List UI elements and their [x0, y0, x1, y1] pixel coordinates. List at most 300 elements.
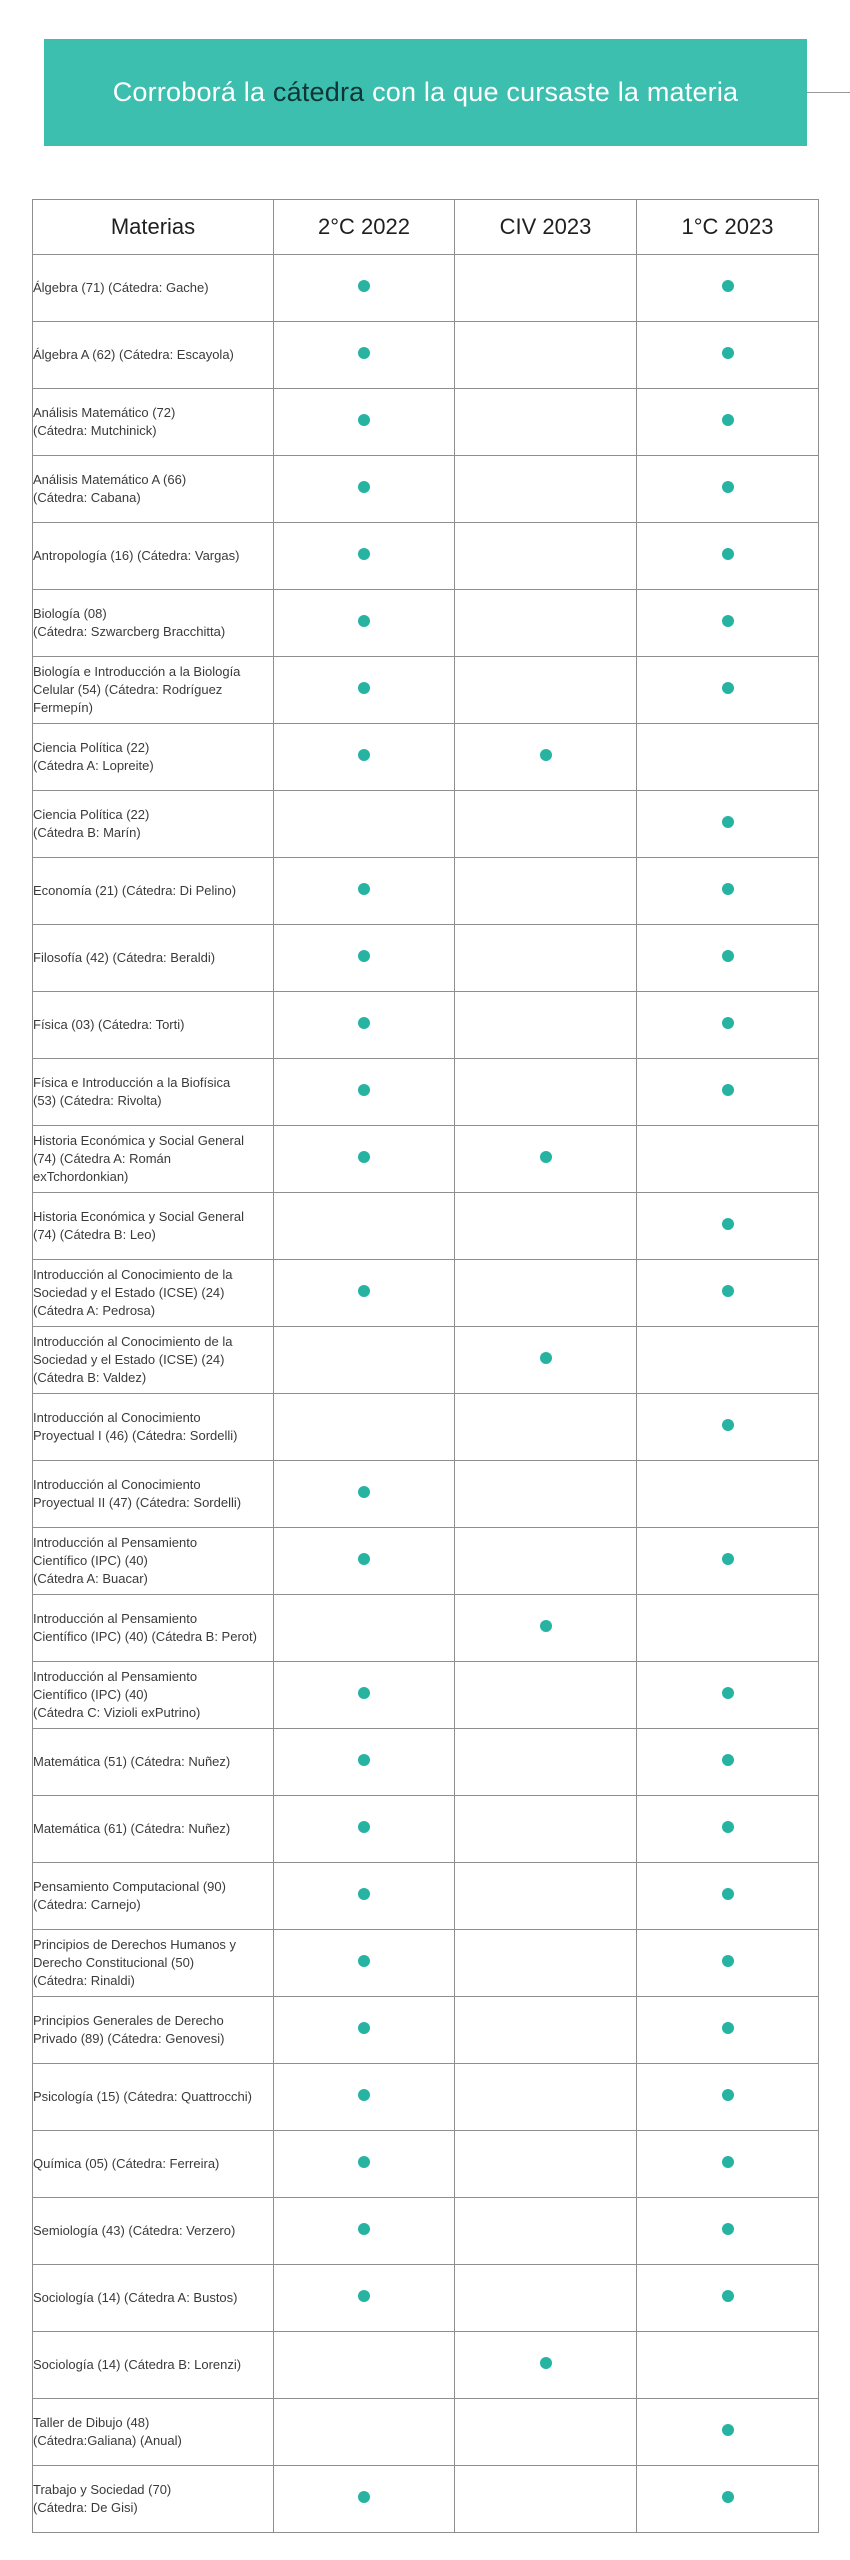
table-row [33, 1394, 819, 1461]
term-2-cell [455, 1863, 637, 1930]
term-3-cell [637, 2466, 819, 2533]
term-1-cell [274, 791, 455, 858]
term-3-cell [637, 791, 819, 858]
subject-line: Trabajo y Sociedad (70) [33, 2482, 172, 2497]
term-1-cell [274, 389, 455, 456]
subject-line: Pensamiento Computacional (90) [33, 1879, 226, 1894]
table-header-row [33, 200, 819, 255]
term-1-cell [274, 1059, 455, 1126]
table-row [33, 1997, 819, 2064]
subject-cell [33, 523, 274, 590]
subject-line: (Cátedra C: Vizioli exPutrino) [33, 1705, 201, 1720]
term-3-cell [637, 657, 819, 724]
term-1-cell [274, 2064, 455, 2131]
availability-dot-icon [358, 2223, 370, 2235]
term-3-cell [637, 255, 819, 322]
term-3-cell [637, 1997, 819, 2064]
availability-dot-icon [722, 682, 734, 694]
term-2-cell [455, 1327, 637, 1394]
availability-dot-icon [358, 2156, 370, 2168]
term-3-cell [637, 2064, 819, 2131]
term-3-cell [637, 1729, 819, 1796]
banner-title [113, 77, 739, 108]
subject-cell [33, 2265, 274, 2332]
subject-cell [33, 255, 274, 322]
subject-line: (Cátedra B: Marín) [33, 825, 141, 840]
term-3-cell [637, 1394, 819, 1461]
table-row [33, 322, 819, 389]
availability-dot-icon [358, 682, 370, 694]
availability-dot-icon [358, 2491, 370, 2503]
availability-dot-icon [358, 1955, 370, 1967]
term-2-cell [455, 858, 637, 925]
table-row [33, 1461, 819, 1528]
term-2-cell [455, 1662, 637, 1729]
table-row [33, 1729, 819, 1796]
subject-line: (Cátedra A: Lopreite) [33, 758, 154, 773]
term-1-cell [274, 1461, 455, 1528]
availability-dot-icon [358, 1888, 370, 1900]
term-2-cell [455, 2332, 637, 2399]
availability-dot-icon [722, 1419, 734, 1431]
availability-dot-icon [722, 280, 734, 292]
availability-dot-icon [358, 1084, 370, 1096]
term-3-cell [637, 1528, 819, 1595]
term-2-cell [455, 1260, 637, 1327]
subject-cell [33, 1193, 274, 1260]
term-2-cell [455, 1528, 637, 1595]
availability-dot-icon [358, 2089, 370, 2101]
term-1-cell [274, 1997, 455, 2064]
table-row [33, 523, 819, 590]
subject-line: Principios de Derechos Humanos y [33, 1937, 237, 1952]
subject-line: (Cátedra: De Gisi) [33, 2500, 138, 2515]
table-row [33, 1595, 819, 1662]
availability-dot-icon [722, 347, 734, 359]
term-3-cell [637, 1796, 819, 1863]
availability-dot-icon [722, 481, 734, 493]
availability-dot-icon [358, 2022, 370, 2034]
subject-line: Introducción al Conocimiento de la [33, 1267, 233, 1282]
availability-dot-icon [358, 615, 370, 627]
subject-line: Biología (08) [33, 606, 107, 621]
term-3-cell [637, 523, 819, 590]
term-2-cell [455, 1193, 637, 1260]
column-header-term-2: CIV 2023 [455, 200, 637, 255]
availability-dot-icon [358, 548, 370, 560]
table-row [33, 1327, 819, 1394]
term-2-cell [455, 2466, 637, 2533]
term-3-cell [637, 1595, 819, 1662]
term-1-cell [274, 2399, 455, 2466]
subject-line: Introducción al Pensamiento [33, 1669, 198, 1684]
term-1-cell [274, 1260, 455, 1327]
table-row [33, 724, 819, 791]
term-3-cell [637, 1930, 819, 1997]
subject-cell [33, 456, 274, 523]
table-row [33, 1863, 819, 1930]
table-row [33, 389, 819, 456]
table-row [33, 2198, 819, 2265]
term-1-cell [274, 1528, 455, 1595]
term-3-cell [637, 2131, 819, 2198]
subject-cell [33, 1595, 274, 1662]
availability-dot-icon [722, 2022, 734, 2034]
title-banner [44, 39, 807, 146]
subject-cell [33, 1863, 274, 1930]
term-2-cell [455, 724, 637, 791]
subject-line: Historia Económica y Social General [33, 1133, 244, 1148]
term-3-cell [637, 1260, 819, 1327]
subject-line: (Cátedra:Galiana) (Anual) [33, 2433, 182, 2448]
table-row [33, 992, 819, 1059]
availability-dot-icon [722, 2089, 734, 2101]
subject-line: Proyectual I (46) (Cátedra: Sordelli) [33, 1428, 238, 1443]
table-row [33, 2399, 819, 2466]
subject-line: (Cátedra: Mutchinick) [33, 423, 157, 438]
term-1-cell [274, 657, 455, 724]
subject-line: Antropología (16) (Cátedra: Vargas) [33, 548, 240, 563]
term-2-cell [455, 590, 637, 657]
term-1-cell [274, 1796, 455, 1863]
subject-line: Taller de Dibujo (48) [33, 2415, 150, 2430]
term-1-cell [274, 456, 455, 523]
subject-cell [33, 322, 274, 389]
subject-line: Economía (21) (Cátedra: Di Pelino) [33, 883, 237, 898]
availability-dot-icon [358, 950, 370, 962]
table-row [33, 456, 819, 523]
term-3-cell [637, 724, 819, 791]
term-3-cell [637, 590, 819, 657]
availability-dot-icon [540, 1151, 552, 1163]
term-1-cell [274, 1863, 455, 1930]
term-2-cell [455, 456, 637, 523]
subject-line: (Cátedra A: Buacar) [33, 1571, 148, 1586]
table-row [33, 1930, 819, 1997]
term-1-cell [274, 925, 455, 992]
subject-line: Ciencia Política (22) [33, 807, 150, 822]
term-3-cell [637, 1461, 819, 1528]
subject-cell [33, 724, 274, 791]
table-row [33, 1059, 819, 1126]
subject-line: Principios Generales de Derecho [33, 2013, 224, 2028]
term-2-cell [455, 1930, 637, 1997]
subject-cell [33, 1059, 274, 1126]
decorative-line [807, 92, 850, 93]
subject-line: (Cátedra: Rinaldi) [33, 1973, 135, 1988]
availability-dot-icon [722, 615, 734, 627]
subject-line: exTchordonkian) [33, 1169, 129, 1184]
subject-line: Derecho Constitucional (50) [33, 1955, 195, 1970]
term-2-cell [455, 1796, 637, 1863]
term-2-cell [455, 1997, 637, 2064]
subject-line: (Cátedra A: Pedrosa) [33, 1303, 156, 1318]
table-row [33, 1193, 819, 1260]
availability-dot-icon [540, 2357, 552, 2369]
subject-line: Historia Económica y Social General [33, 1209, 244, 1224]
availability-dot-icon [358, 1486, 370, 1498]
term-3-cell [637, 2399, 819, 2466]
subject-line: Análisis Matemático (72) [33, 405, 176, 420]
term-2-cell [455, 791, 637, 858]
availability-dot-icon [358, 1687, 370, 1699]
term-3-cell [637, 2265, 819, 2332]
availability-dot-icon [358, 414, 370, 426]
subject-cell [33, 2198, 274, 2265]
availability-dot-icon [358, 481, 370, 493]
subject-line: Álgebra (71) (Cátedra: Gache) [33, 280, 209, 295]
subject-cell [33, 657, 274, 724]
term-2-cell [455, 2131, 637, 2198]
availability-dot-icon [358, 749, 370, 761]
term-2-cell [455, 925, 637, 992]
term-1-cell [274, 590, 455, 657]
subject-cell [33, 1461, 274, 1528]
subject-line: Matemática (61) (Cátedra: Nuñez) [33, 1821, 231, 1836]
availability-dot-icon [722, 1821, 734, 1833]
subject-cell [33, 2064, 274, 2131]
term-1-cell [274, 2131, 455, 2198]
term-3-cell [637, 389, 819, 456]
subject-line: Científico (IPC) (40) (Cátedra B: Perot) [33, 1629, 257, 1644]
subject-line: Sociedad y el Estado (ICSE) (24) [33, 1285, 225, 1300]
subject-line: (74) (Cátedra A: Román [33, 1151, 172, 1166]
term-2-cell [455, 2198, 637, 2265]
subject-line: (Cátedra: Cabana) [33, 490, 141, 505]
term-1-cell [274, 1729, 455, 1796]
subject-line: Fermepín) [33, 700, 93, 715]
term-2-cell [455, 1595, 637, 1662]
subject-line: Proyectual II (47) (Cátedra: Sordelli) [33, 1495, 242, 1510]
table-row [33, 2265, 819, 2332]
term-1-cell [274, 2466, 455, 2533]
subject-cell [33, 1327, 274, 1394]
subject-cell [33, 1729, 274, 1796]
subject-cell [33, 2131, 274, 2198]
term-3-cell [637, 456, 819, 523]
term-2-cell [455, 657, 637, 724]
term-3-cell [637, 1863, 819, 1930]
term-1-cell [274, 2265, 455, 2332]
subject-line: (Cátedra B: Valdez) [33, 1370, 147, 1385]
availability-dot-icon [722, 1955, 734, 1967]
subject-cell [33, 1997, 274, 2064]
subject-cell [33, 590, 274, 657]
availability-dot-icon [722, 883, 734, 895]
table-row [33, 2466, 819, 2533]
banner-title-end: con la que cursaste la materia [364, 77, 739, 107]
term-3-cell [637, 925, 819, 992]
banner-title-start: Corroborá la [112, 77, 273, 107]
term-1-cell [274, 1126, 455, 1193]
subject-line: Introducción al Conocimiento [33, 1410, 201, 1425]
subject-cell [33, 1930, 274, 1997]
term-1-cell [274, 322, 455, 389]
subject-cell [33, 992, 274, 1059]
subject-cell [33, 1126, 274, 1193]
term-1-cell [274, 2332, 455, 2399]
term-1-cell [274, 1930, 455, 1997]
subject-cell [33, 2399, 274, 2466]
availability-dot-icon [358, 1285, 370, 1297]
availability-dot-icon [722, 1888, 734, 1900]
subject-cell [33, 2332, 274, 2399]
term-1-cell [274, 858, 455, 925]
subject-line: Celular (54) (Cátedra: Rodríguez [33, 682, 223, 697]
table-row [33, 590, 819, 657]
availability-dot-icon [722, 2223, 734, 2235]
term-2-cell [455, 2265, 637, 2332]
availability-dot-icon [722, 1084, 734, 1096]
term-3-cell [637, 1662, 819, 1729]
subject-line: Química (05) (Cátedra: Ferreira) [33, 2156, 220, 2171]
subject-cell [33, 1528, 274, 1595]
availability-table [32, 199, 819, 2533]
term-3-cell [637, 2198, 819, 2265]
availability-dot-icon [358, 347, 370, 359]
subject-line: Sociología (14) (Cátedra A: Bustos) [33, 2290, 238, 2305]
availability-dot-icon [540, 749, 552, 761]
table-row [33, 1260, 819, 1327]
availability-dot-icon [358, 1553, 370, 1565]
availability-dot-icon [722, 1218, 734, 1230]
table-row [33, 1528, 819, 1595]
subject-line: Análisis Matemático A (66) [33, 472, 187, 487]
subject-line: Física (03) (Cátedra: Torti) [33, 1017, 185, 1032]
term-1-cell [274, 523, 455, 590]
term-3-cell [637, 1059, 819, 1126]
subject-cell [33, 791, 274, 858]
availability-dot-icon [540, 1352, 552, 1364]
subject-line: Matemática (51) (Cátedra: Nuñez) [33, 1754, 231, 1769]
availability-dot-icon [358, 1821, 370, 1833]
availability-dot-icon [358, 1151, 370, 1163]
term-1-cell [274, 724, 455, 791]
subject-line: (53) (Cátedra: Rivolta) [33, 1093, 162, 1108]
banner-title-highlight: cátedra [272, 77, 365, 107]
subject-line: Sociedad y el Estado (ICSE) (24) [33, 1352, 225, 1367]
availability-dot-icon [722, 1285, 734, 1297]
availability-dot-icon [722, 2290, 734, 2302]
availability-dot-icon [358, 1754, 370, 1766]
column-header-term-1: 2°C 2022 [274, 200, 455, 255]
term-3-cell [637, 322, 819, 389]
subject-line: Sociología (14) (Cátedra B: Lorenzi) [33, 2357, 242, 2372]
table-row [33, 858, 819, 925]
term-2-cell [455, 1126, 637, 1193]
availability-dot-icon [722, 816, 734, 828]
subject-line: Ciencia Política (22) [33, 740, 150, 755]
subject-line: Científico (IPC) (40) [33, 1553, 148, 1568]
column-header-subjects: Materias [33, 200, 274, 255]
subject-line: Introducción al Pensamiento [33, 1611, 198, 1626]
subject-line: Científico (IPC) (40) [33, 1687, 148, 1702]
term-2-cell [455, 1729, 637, 1796]
availability-dot-icon [722, 1017, 734, 1029]
table-row [33, 2064, 819, 2131]
term-1-cell [274, 2198, 455, 2265]
subject-line: Física e Introducción a la Biofísica [33, 1075, 231, 1090]
table-row [33, 791, 819, 858]
term-2-cell [455, 2399, 637, 2466]
subject-line: (Cátedra: Carnejo) [33, 1897, 141, 1912]
table-row [33, 1126, 819, 1193]
term-3-cell [637, 1193, 819, 1260]
subject-line: Filosofía (42) (Cátedra: Beraldi) [33, 950, 216, 965]
subject-cell [33, 1260, 274, 1327]
term-2-cell [455, 322, 637, 389]
subject-line: Psicología (15) (Cátedra: Quattrocchi) [33, 2089, 252, 2104]
term-3-cell [637, 1327, 819, 1394]
column-header-term-3: 1°C 2023 [637, 200, 819, 255]
availability-dot-icon [722, 2424, 734, 2436]
subject-cell [33, 858, 274, 925]
availability-dot-icon [722, 2156, 734, 2168]
term-2-cell [455, 2064, 637, 2131]
availability-dot-icon [722, 548, 734, 560]
term-2-cell [455, 523, 637, 590]
term-1-cell [274, 1595, 455, 1662]
term-1-cell [274, 1394, 455, 1461]
table-row [33, 657, 819, 724]
table-row [33, 2332, 819, 2399]
subject-cell [33, 1796, 274, 1863]
term-3-cell [637, 1126, 819, 1193]
term-1-cell [274, 992, 455, 1059]
subject-line: (74) (Cátedra B: Leo) [33, 1227, 156, 1242]
term-2-cell [455, 1461, 637, 1528]
table-row [33, 1662, 819, 1729]
term-2-cell [455, 992, 637, 1059]
availability-dot-icon [358, 883, 370, 895]
availability-dot-icon [358, 280, 370, 292]
term-1-cell [274, 1193, 455, 1260]
availability-dot-icon [358, 1017, 370, 1029]
availability-dot-icon [722, 2491, 734, 2503]
availability-dot-icon [358, 2290, 370, 2302]
term-2-cell [455, 1394, 637, 1461]
subject-line: Semiología (43) (Cátedra: Verzero) [33, 2223, 236, 2238]
table-row [33, 255, 819, 322]
subject-cell [33, 389, 274, 456]
term-3-cell [637, 2332, 819, 2399]
term-1-cell [274, 1662, 455, 1729]
availability-dot-icon [722, 414, 734, 426]
term-1-cell [274, 255, 455, 322]
table-row [33, 925, 819, 992]
subject-cell [33, 1394, 274, 1461]
subject-cell [33, 1662, 274, 1729]
subject-line: (Cátedra: Szwarcberg Bracchitta) [33, 624, 226, 639]
subject-cell [33, 925, 274, 992]
availability-dot-icon [540, 1620, 552, 1632]
term-3-cell [637, 858, 819, 925]
table-row [33, 1796, 819, 1863]
availability-dot-icon [722, 1687, 734, 1699]
availability-dot-icon [722, 1553, 734, 1565]
subject-line: Álgebra A (62) (Cátedra: Escayola) [33, 347, 234, 362]
term-2-cell [455, 1059, 637, 1126]
subject-cell [33, 2466, 274, 2533]
availability-dot-icon [722, 950, 734, 962]
subject-line: Introducción al Conocimiento de la [33, 1334, 233, 1349]
subject-line: Introducción al Pensamiento [33, 1535, 198, 1550]
availability-dot-icon [722, 1754, 734, 1766]
subject-line: Introducción al Conocimiento [33, 1477, 201, 1492]
subject-line: Biología e Introducción a la Biología [33, 664, 241, 679]
term-2-cell [455, 389, 637, 456]
table-row [33, 2131, 819, 2198]
